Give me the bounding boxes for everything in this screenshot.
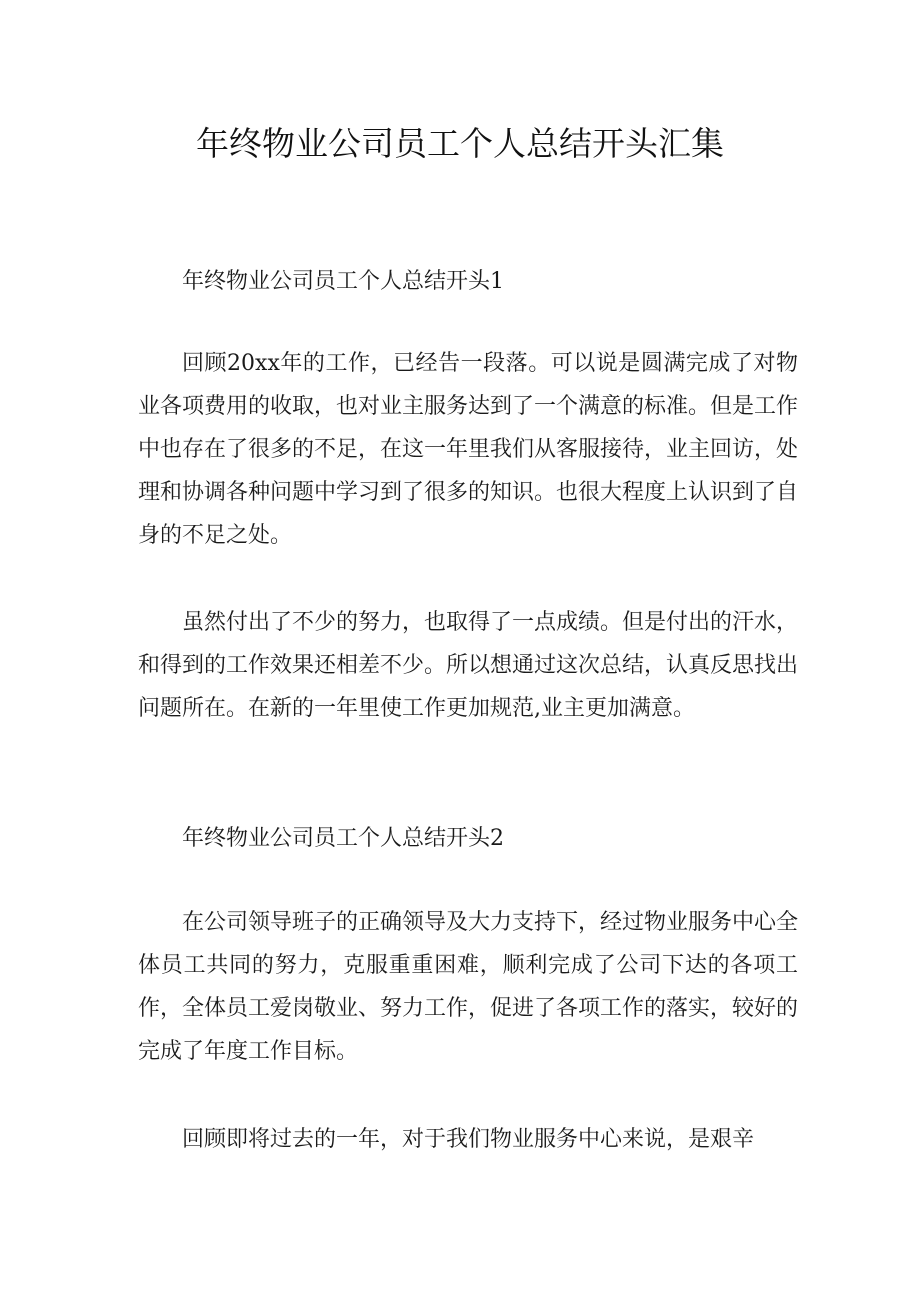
- section-heading-1: 年终物业公司员工个人总结开头1: [182, 269, 504, 294]
- paragraph-1: 回顾20xx年的工作，已经告一段落。可以说是圆满完成了对物业各项费用的收取，也对业主服务达到了一个满意的标准。但是工作中也存在了很多的不足，在这一年里我们从客服接待，业主回访，处理和协调各种问题中学习到了很多的知识。也很大程度上认识到了自身的不足之处。: [138, 351, 799, 548]
- paragraph-2: 虽然付出了不少的努力，也取得了一点成绩。但是付出的汗水，和得到的工作效果还相差不少。所以想通过这次总结，认真反思找出问题所在。在新的一年里使工作更加规范,业主更加满意。: [138, 610, 799, 721]
- section-heading-2: 年终物业公司员工个人总结开头2: [182, 826, 504, 851]
- paragraph-3: 在公司领导班子的正确领导及大力支持下，经过物业服务中心全体员工共同的努力，克服重重困难，顺利完成了公司下达的各项工作，全体员工爱岗敬业、努力工作，促进了各项工作的落实，较好的完成了年度工作目标。: [138, 910, 799, 1064]
- paragraph-4: 回顾即将过去的一年，对于我们物业服务中心来说，是艰辛: [182, 1127, 755, 1152]
- document-title: 年终物业公司员工个人总结开头汇集: [196, 124, 724, 163]
